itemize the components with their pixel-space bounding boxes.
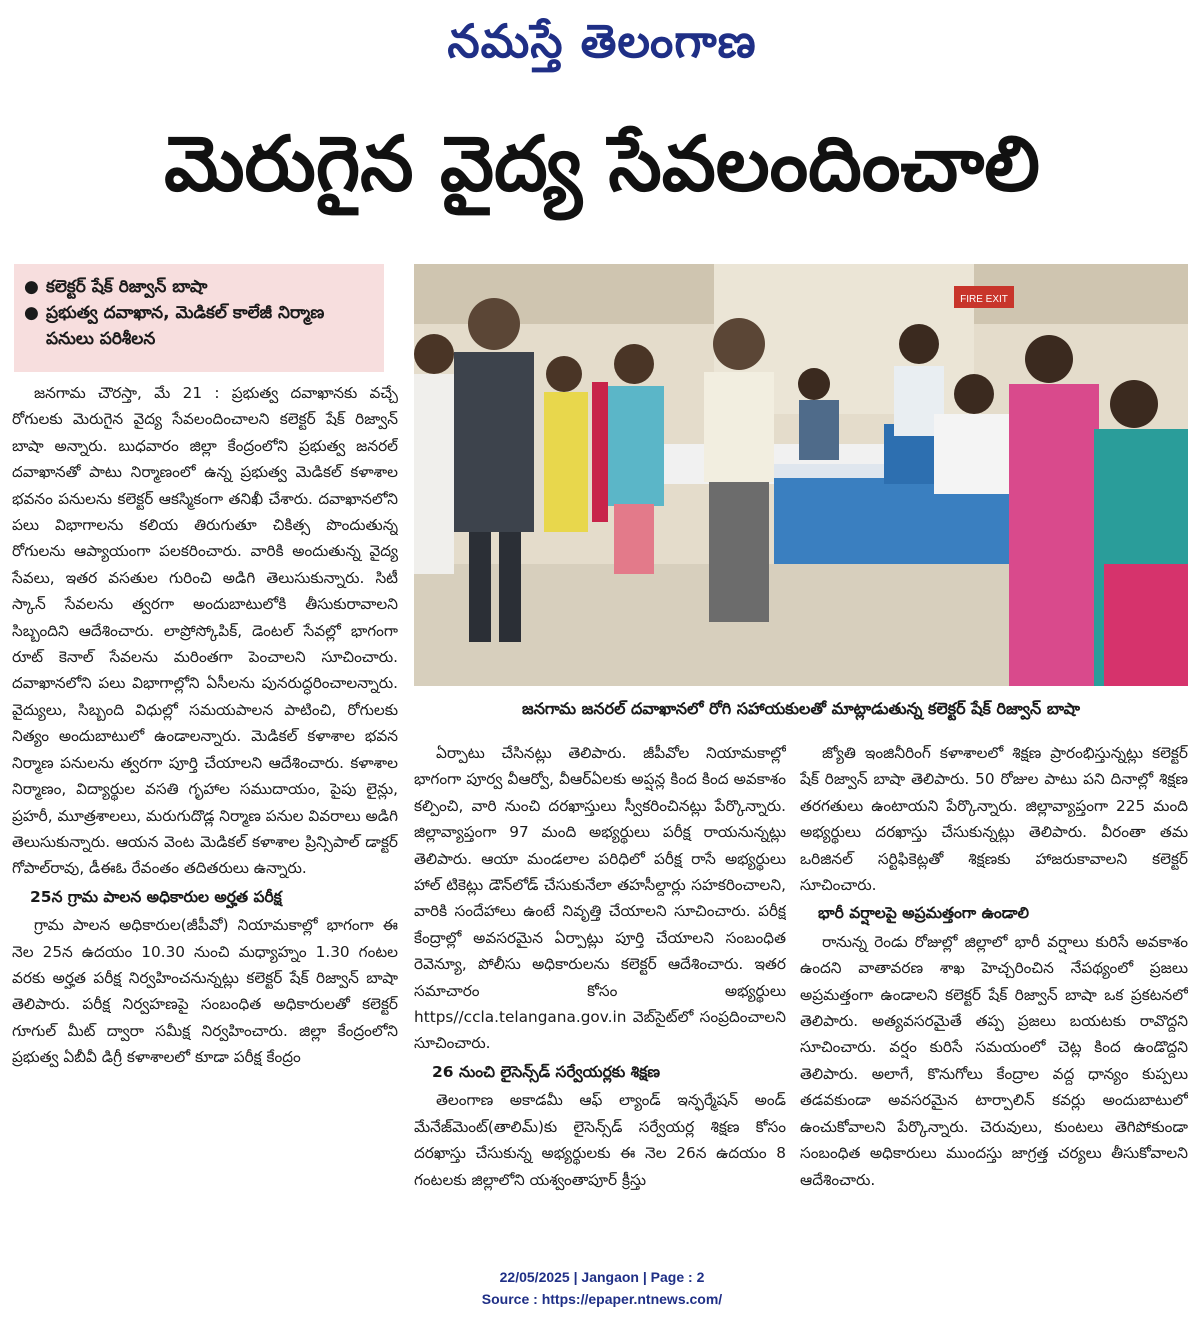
article-paragraph: జనగామ చౌరస్తా, మే 21 : ప్రభుత్వ దవాఖానకు వచ్చే రోగులకు మెరుగైన వైద్య సేవలందించాలని కలెక్టర్ షేక్ రిజ్వాన్ బాషా అన్నారు. బుధవారం జిల్లా కేంద్రంలోని ప్రభుత్వ జనరల్ దవాఖానతో పాటు నిర్మాణంలో ఉన్న ప్రభుత్వ మెడికల్ కళాశాల భవనం పనులను కలెక్టర్ ఆకస్మికంగా తనిఖీ చేశారు. దవాఖానలోని పలు విభాగాలను కలియ తిరుగుతూ చికిత్స పొందుతున్న రోగులను ఆప్యాయంగా పలకరించారు. వారికి అందుతున్న వైద్య సేవలు, ఇతర వసతుల గురించి అడిగి తెలుసుకున్నారు. సిటీ స్కాన్ సేవలను త్వరగా అందుబాటులోకి తీసుకురావాలని సిబ్బందిని ఆదేశించారు. లాప్రోస్కోపిక్, డెంటల్ సేవల్లో భాగంగా రూట్ కెనాల్ సేవలను మరింతగా పెంచాలని సూచించారు. దవాఖానలోని పలు విభాగాల్లోని ఏసీలను పునరుద్ధరించాలన్నారు. వైద్యులు, సిబ్బంది విధుల్లో సమయపాలన పాటించి, రోగులకు నిత్యం అందుబాటులో ఉండాలన్నారు. మెడికల్ కళాశాల భవన నిర్మాణ పనులను త్వరగా పూర్తి చేయాలని ఆదేశించారు. కళాశాల నిర్మాణం, విద్యార్థుల వసతి గృహాల సముదాయం, పైపు లైన్లు, ప్రహరీ, మూత్రశాలలు, మరుగుదొడ్ల నిర్మాణ పనుల వివరాలు అడిగి తెలుసుకున్నారు. ఆయన వెంట మెడికల్ కళాశాల ప్రిన్సిపాల్ డాక్టర్ గోపాల్‌రావు, డీఈఓ రేవంతం తదితరులు ఉన్నారు. <box>12 384 398 878</box>
article-paragraph: జ్యోతి ఇంజినీరింగ్ కళాశాలలో శిక్షణ ప్రారంభిస్తున్నట్లు కలెక్టర్ షేక్ రిజ్వాన్ బాషా తెలిపారు. 50 రోజుల పాటు పని దినాల్లో శిక్షణ తరగతులు ఉంటాయని పేర్కొన్నారు. జిల్లావ్యాప్తంగా 225 మంది అభ్యర్థులు దరఖాస్తు చేసుకున్నట్లు తెలిపారు. వీరంతా తమ ఒరిజినల్ సర్టిఫికెట్లతో శిక్షణకు హాజరుకావాలని కలెక్టర్ సూచించారు. <box>800 744 1188 895</box>
hospital-ward-photo <box>414 264 1188 686</box>
summary-point-text: ప్రభుత్వ దవాఖాన, మెడికల్ కాలేజీ నిర్మాణ పనులు పరిశీలన <box>46 303 325 349</box>
summary-point <box>24 274 376 300</box>
headline-text: మెరుగైన వైద్య సేవలందించాలి <box>164 119 1040 208</box>
article-column-1 <box>12 380 398 1248</box>
news-photo <box>414 264 1188 686</box>
bullet-icon: ● <box>24 303 39 323</box>
masthead-title: నమస్తే తెలంగాణ <box>447 14 757 68</box>
photo-caption: జనగామ జనరల్ దవాఖానలో రోగి సహాయకులతో మాట్లాడుతున్న కలెక్టర్ షేక్ రిజ్వాన్ బాషా <box>522 699 1080 718</box>
summary-point-text: కలెక్టర్ షేక్ రిజ్వాన్ బాషా <box>46 277 208 297</box>
summary-box <box>14 264 384 372</box>
masthead <box>0 8 1204 78</box>
subheading: 25న గ్రామ పాలన అధికారుల అర్హత పరీక్ష <box>30 887 282 906</box>
bullet-icon: ● <box>24 277 39 297</box>
footer-source-link[interactable]: Source : https://epaper.ntnews.com/ <box>481 1291 723 1307</box>
article-paragraph: గ్రామ పాలన అధికారుల(జీపీవో) నియామకాల్లో భాగంగా ఈ నెల 25న ఉదయం 10.30 నుంచి మధ్యాహ్నం 1.30 గంటల వరకు అర్హత పరీక్ష నిర్వహించనున్నట్లు కలెక్టర్ షేక్ రిజ్వాన్ బాషా తెలిపారు. పరీక్ష నిర్వహణపై సంబంధిత అధికారులతో కలెక్టర్ గూగుల్ మీట్ ద్వారా సమీక్ష నిర్వహించారు. జిల్లా కేంద్రంలోని ప్రభుత్వ ఏబీవీ డిగ్రీ కళాశాలలో కూడా పరీక్ష కేంద్రం <box>12 916 398 1067</box>
article-paragraph: రానున్న రెండు రోజుల్లో జిల్లాలో భారీ వర్షాలు కురిసే అవకాశం ఉందని వాతావరణ శాఖ హెచ్చరించిన నేపథ్యంలో ప్రజలు అప్రమత్తంగా ఉండాలని కలెక్టర్ షేక్ రిజ్వాన్ బాషా ఒక ప్రకటనలో తెలిపారు. అత్యవసరమైతే తప్ప ప్రజలు బయటకు రావొద్దని సూచించారు. వర్షం కురిసే సమయంలో చెట్ల కింద ఉండొద్దని తెలిపారు. అలాగే, కొనుగోలు కేంద్రాల వద్ద ధాన్యం కుప్పలు తడవకుండా అవసరమైన టార్పాలిన్ కవర్లు అందుబాటులో ఉంచుకోవాలని పేర్కొన్నారు. చెరువులు, కుంటలు తెగిపోకుండా సంబంధిత అధికారులు ముందస్తు జాగ్రత్త చర్యలు తీసుకోవాలని ఆదేశించారు. <box>800 932 1188 1189</box>
page-footer <box>0 1266 1204 1310</box>
subheading: 26 నుంచి లైసెన్స్‌డ్ సర్వేయర్లకు శిక్షణ <box>432 1062 661 1081</box>
footer-date-line: 22/05/2025 | Jangaon | Page : 2 <box>499 1269 705 1285</box>
article-paragraph: తెలంగాణ అకాడమీ ఆఫ్ ల్యాండ్ ఇన్ఫర్మేషన్ అండ్ మేనేజ్‌మెంట్(తాలిమ్)కు లైసెన్స్‌డ్ సర్వేయర్ల శిక్షణ కోసం దరఖాస్తు చేసుకున్న అభ్యర్థులకు ఈ నెల 26న ఉదయం 8 గంటలకు జిల్లాలోని యశ్వంతాపూర్ క్రీస్తు <box>414 1091 786 1189</box>
fire-exit-sign: FIRE EXIT <box>960 294 1008 305</box>
subheading: భారీ వర్షాలపై అప్రమత్తంగా ఉండాలి <box>818 904 1029 923</box>
article-column-3 <box>800 740 1188 1248</box>
article-column-2 <box>414 740 786 1248</box>
article-paragraph: ఏర్పాటు చేసినట్లు తెలిపారు. జీపీవోల నియామకాల్లో భాగంగా పూర్వ వీఆర్వో, వీఆర్‌ఏలకు అప్షన్ల కింద కింద అవకాశం కల్పించి, వారి నుంచి దరఖాస్తులు స్వీకరించినట్లు పేర్కొన్నారు. జిల్లావ్యాప్తంగా 97 మంది అభ్యర్థులు పరీక్ష రాయనున్నట్లు తెలిపారు. ఆయా మండలాల పరిధిలో పరీక్ష రాసే అభ్యర్థులు హాల్ టికెట్లు డౌన్‌లోడ్ చేసుకునేలా తహసీల్దార్లు సహకరించాలని, వారికి సందేహాలు ఉంటే నివృత్తి చేయాలని సూచించారు. పరీక్ష కేంద్రాల్లో అవసరమైన ఏర్పాట్లు పూర్తి చేయాలని సంబంధిత రెవెన్యూ, పోలీసు అధికారులను కలెక్టర్ ఆదేశించారు. ఇతర సమాచారం కోసం అభ్యర్థులు https//ccla.telangana.gov.in వెబ్‌సైట్‌లో సంప్రదించాలని సూచించారు. <box>414 744 786 1053</box>
summary-point <box>24 300 376 352</box>
headline <box>10 110 1194 220</box>
